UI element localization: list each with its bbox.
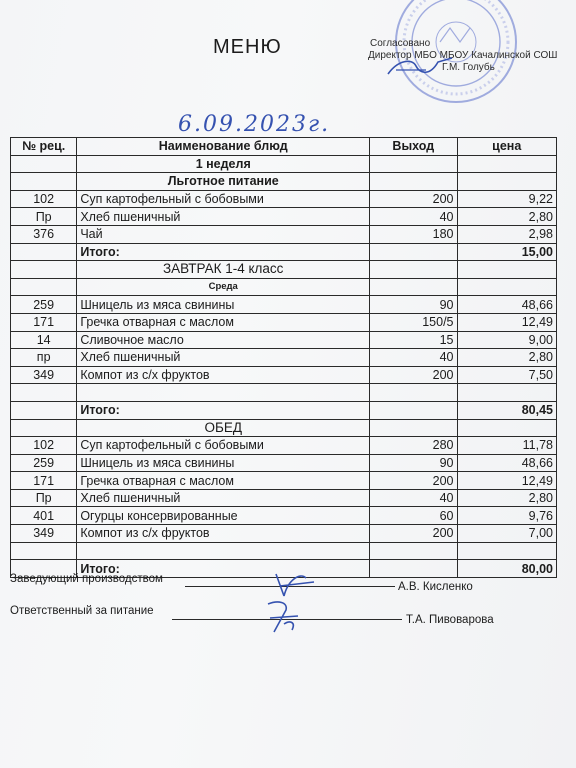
header-name: Наименование блюд bbox=[77, 138, 370, 156]
row-out: 40 bbox=[370, 208, 457, 226]
manager-label: Заведующий производством bbox=[10, 573, 163, 585]
approval-line-3: Г.М. Голубь bbox=[442, 62, 495, 73]
row-out: 180 bbox=[370, 225, 457, 243]
day-row bbox=[11, 278, 557, 296]
row-name: Гречка отварная с маслом bbox=[77, 472, 370, 490]
row-out: 200 bbox=[370, 472, 457, 490]
director-signature-icon bbox=[386, 52, 456, 80]
approval-line-2: Директор МБО МБОУ Качалинской СОШ bbox=[368, 50, 558, 61]
row-price: 2,98 bbox=[457, 225, 557, 243]
manager-name: А.В. Кисленко bbox=[398, 581, 473, 593]
row-name: Сливочное масло bbox=[77, 331, 370, 349]
row-code: 102 bbox=[11, 190, 77, 208]
row-code: 14 bbox=[11, 331, 77, 349]
row-out: 280 bbox=[370, 437, 457, 455]
row-code: 259 bbox=[11, 454, 77, 472]
row-out: 60 bbox=[370, 507, 457, 525]
table-row bbox=[11, 225, 557, 243]
section-row bbox=[11, 173, 557, 191]
header-out: Выход bbox=[370, 138, 457, 156]
table-row bbox=[11, 296, 557, 314]
total-label: Итого: bbox=[77, 560, 370, 578]
row-name: Хлеб пшеничный bbox=[77, 489, 370, 507]
table-row bbox=[11, 489, 557, 507]
row-name: Хлеб пшеничный bbox=[77, 349, 370, 367]
row-price: 9,00 bbox=[457, 331, 557, 349]
total-value: 80,00 bbox=[457, 560, 557, 578]
row-code: 171 bbox=[11, 313, 77, 331]
table-row bbox=[11, 525, 557, 543]
empty-row bbox=[11, 384, 557, 402]
total-label: Итого: bbox=[77, 401, 370, 419]
row-out: 15 bbox=[370, 331, 457, 349]
lunch-title: ОБЕД bbox=[77, 419, 370, 437]
row-price: 7,00 bbox=[457, 525, 557, 543]
row-price: 48,66 bbox=[457, 296, 557, 314]
row-out: 40 bbox=[370, 349, 457, 367]
table-header-row bbox=[11, 138, 557, 156]
total-value: 15,00 bbox=[457, 243, 557, 261]
row-name: Шницель из мяса свинины bbox=[77, 454, 370, 472]
page-title: МЕНЮ bbox=[213, 36, 282, 58]
row-name: Гречка отварная с маслом bbox=[77, 313, 370, 331]
row-price: 12,49 bbox=[457, 313, 557, 331]
row-price: 2,80 bbox=[457, 489, 557, 507]
row-out: 200 bbox=[370, 190, 457, 208]
row-price: 7,50 bbox=[457, 366, 557, 384]
table-row bbox=[11, 349, 557, 367]
menu-table bbox=[10, 137, 557, 578]
row-price: 2,80 bbox=[457, 349, 557, 367]
responsible-label: Ответственный за питание bbox=[10, 605, 154, 617]
row-code: 349 bbox=[11, 525, 77, 543]
row-name: Компот из с/х фруктов bbox=[77, 525, 370, 543]
row-price: 12,49 bbox=[457, 472, 557, 490]
row-name: Огурцы консервированные bbox=[77, 507, 370, 525]
approval-line-1: Согласовано bbox=[370, 38, 431, 49]
manager-signature-icon bbox=[270, 566, 320, 602]
row-name: Чай bbox=[77, 225, 370, 243]
row-price: 9,22 bbox=[457, 190, 557, 208]
responsible-name: Т.А. Пивоварова bbox=[406, 614, 494, 626]
row-price: 48,66 bbox=[457, 454, 557, 472]
table-row bbox=[11, 190, 557, 208]
row-code: 349 bbox=[11, 366, 77, 384]
table-row bbox=[11, 366, 557, 384]
responsible-signature-icon bbox=[262, 598, 306, 638]
table-row bbox=[11, 454, 557, 472]
table-row bbox=[11, 208, 557, 226]
total-row bbox=[11, 401, 557, 419]
row-code: пр bbox=[11, 349, 77, 367]
section-label: Льготное питание bbox=[77, 173, 370, 191]
table-row bbox=[11, 331, 557, 349]
table-row bbox=[11, 313, 557, 331]
row-name: Компот из с/х фруктов bbox=[77, 366, 370, 384]
row-code: 259 bbox=[11, 296, 77, 314]
breakfast-title: ЗАВТРАК 1-4 класс bbox=[77, 261, 370, 279]
row-price: 2,80 bbox=[457, 208, 557, 226]
row-code: 102 bbox=[11, 437, 77, 455]
table-row bbox=[11, 507, 557, 525]
header-price: цена bbox=[457, 138, 557, 156]
header-code: № рец. bbox=[11, 138, 77, 156]
row-out: 90 bbox=[370, 454, 457, 472]
row-code: Пр bbox=[11, 208, 77, 226]
table-row bbox=[11, 472, 557, 490]
row-out: 200 bbox=[370, 366, 457, 384]
row-code: 376 bbox=[11, 225, 77, 243]
row-name: Суп картофельный с бобовыми bbox=[77, 190, 370, 208]
menu-date: 6.09.2023г. bbox=[178, 112, 331, 137]
row-out: 150/5 bbox=[370, 313, 457, 331]
row-code: Пр bbox=[11, 489, 77, 507]
total-value: 80,45 bbox=[457, 401, 557, 419]
total-label: Итого: bbox=[77, 243, 370, 261]
row-name: Шницель из мяса свинины bbox=[77, 296, 370, 314]
row-price: 9,76 bbox=[457, 507, 557, 525]
table-row bbox=[11, 437, 557, 455]
row-out: 40 bbox=[370, 489, 457, 507]
meal-title-row bbox=[11, 419, 557, 437]
row-name: Хлеб пшеничный bbox=[77, 208, 370, 226]
row-code: 401 bbox=[11, 507, 77, 525]
row-out: 200 bbox=[370, 525, 457, 543]
row-price: 11,78 bbox=[457, 437, 557, 455]
week-row bbox=[11, 155, 557, 173]
row-out: 90 bbox=[370, 296, 457, 314]
row-code: 171 bbox=[11, 472, 77, 490]
row-name: Суп картофельный с бобовыми bbox=[77, 437, 370, 455]
week-label: 1 неделя bbox=[77, 155, 370, 173]
empty-row bbox=[11, 542, 557, 560]
meal-title-row bbox=[11, 261, 557, 279]
total-row bbox=[11, 243, 557, 261]
day-label: Среда bbox=[77, 278, 370, 296]
